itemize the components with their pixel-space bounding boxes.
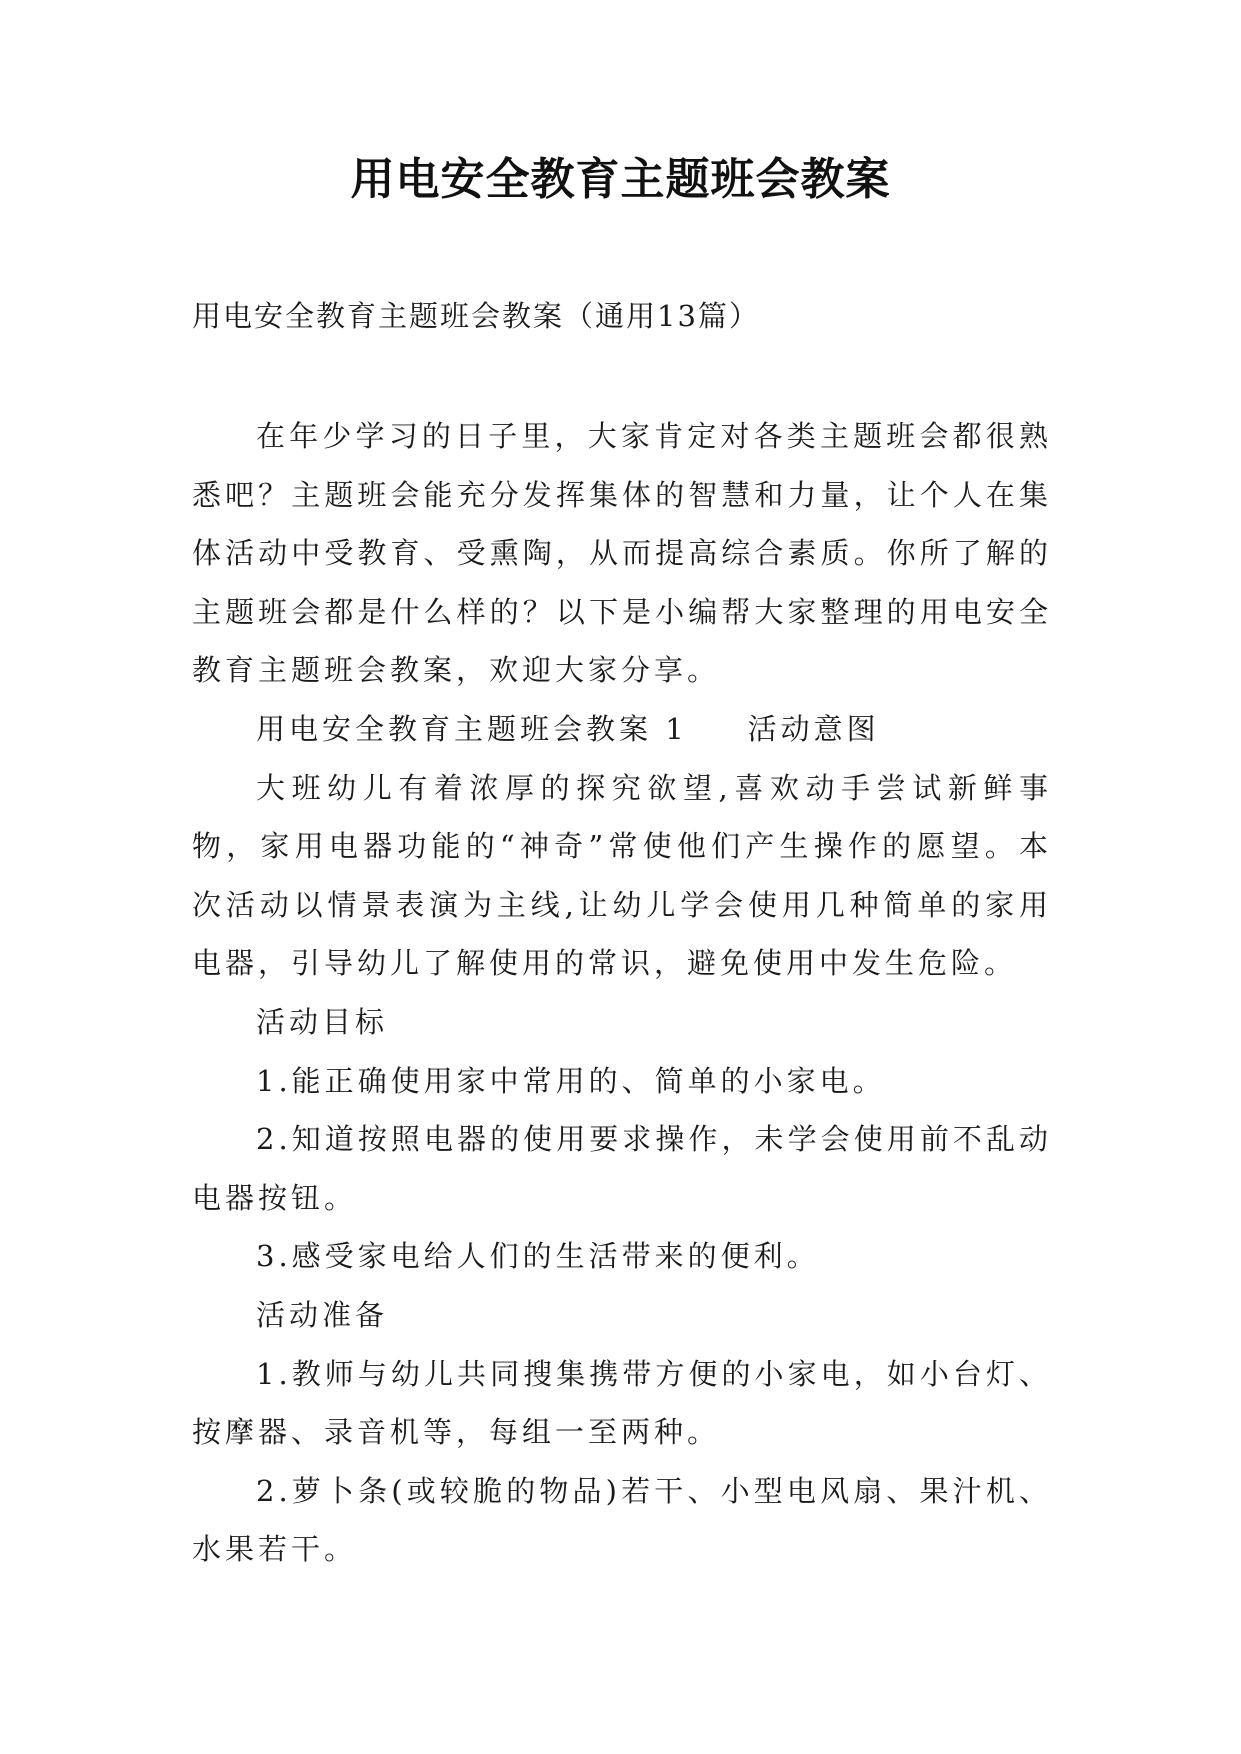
goals-heading: 活动目标 xyxy=(256,1004,389,1039)
prep-item-2: 2.萝卜条(或较脆的物品)若干、小型电风扇、果汁机、水果若干。 xyxy=(192,1473,1052,1567)
section1-heading: 用电安全教育主题班会教案 1 xyxy=(256,711,688,746)
intro-paragraph: 在年少学习的日子里，大家肯定对各类主题班会都很熟悉吧？主题班会能充分发挥集体的智慧和力量，让个人在集体活动中受教育、受熏陶，从而提高综合素质。你所了解的主题班会都是什么样的？以下是小编帮大家整理的用电安全教育主题班会教案，欢迎大家分享。 xyxy=(192,419,1052,688)
document-subtitle: 用电安全教育主题班会教案（通用13篇） xyxy=(192,299,760,333)
goal-item-2: 2.知道按照电器的使用要求操作，未学会使用前不乱动电器按钮。 xyxy=(192,1122,1052,1215)
goal-item-1: 1.能正确使用家中常用的、简单的小家电。 xyxy=(256,1063,886,1098)
document-body xyxy=(192,407,1052,1579)
section-heading-line xyxy=(192,700,1052,759)
prep-heading: 活动准备 xyxy=(256,1297,389,1332)
section1-subheading: 活动意图 xyxy=(747,711,880,746)
prep-item-1: 1.教师与幼儿共同搜集携带方便的小家电，如小台灯、按摩器、录音机等，每组一至两种。 xyxy=(192,1356,1052,1450)
intent-paragraph: 大班幼儿有着浓厚的探究欲望,喜欢动手尝试新鲜事物，家用电器功能的“神奇”常使他们产生操作的愿望。本次活动以情景表演为主线,让幼儿学会使用几种简单的家用电器，引导幼儿了解使用的常识，避免使用中发生危险。 xyxy=(192,770,1052,981)
goal-item-3: 3.感受家电给人们的生活带来的便利。 xyxy=(256,1239,820,1274)
document-title: 用电安全教育主题班会教案 xyxy=(350,154,891,205)
